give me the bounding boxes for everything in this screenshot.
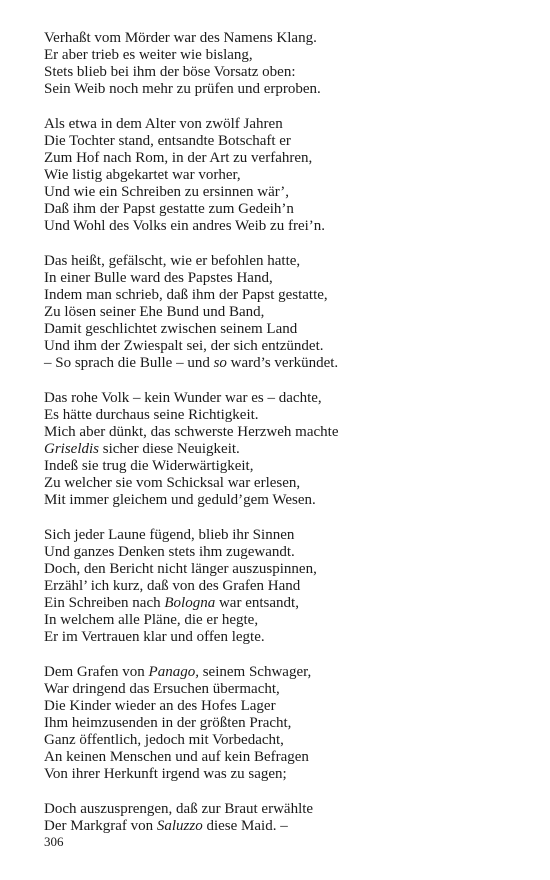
verse-line: [44, 338, 524, 355]
line-text: Ganz öffentlich, jedoch mit Vorbedacht,: [44, 732, 284, 748]
line-text: Er im Vertrauen klar und offen legte.: [44, 629, 265, 645]
stanza: [44, 30, 524, 98]
line-text: Zu welcher sie vom Schicksal war erlesen,: [44, 475, 301, 491]
stanza: [44, 664, 524, 783]
verse-line: [44, 715, 524, 732]
verse-line: [44, 749, 524, 766]
verse-line: [44, 595, 524, 612]
verse-line: [44, 424, 524, 441]
line-text: Als etwa in dem Alter von zwölf Jahren: [44, 116, 283, 132]
line-text: diese Maid. –: [202, 818, 288, 834]
line-text: Ihm heimzusenden in der größten Pracht,: [44, 715, 292, 731]
line-text: Stets blieb bei ihm der böse Vorsatz oben:: [44, 64, 296, 80]
line-text: Der Markgraf von: [44, 818, 157, 834]
verse-line: [44, 458, 524, 475]
verse-line: [44, 270, 524, 287]
verse-line: [44, 355, 524, 372]
stanza: [44, 253, 524, 372]
verse-line: [44, 561, 524, 578]
verse-line: [44, 81, 524, 98]
line-text: Ein Schreiben nach: [44, 595, 165, 611]
verse-line: [44, 629, 524, 646]
verse-line: [44, 475, 524, 492]
verse-line: [44, 47, 524, 64]
line-text: seinem Schwager,: [198, 664, 312, 680]
verse-line: [44, 801, 524, 818]
verse-line: [44, 150, 524, 167]
line-text: In einer Bulle ward des Papstes Hand,: [44, 270, 273, 286]
italic-name: Bologna: [164, 595, 216, 611]
line-text: Er aber trieb es weiter wie bislang,: [44, 47, 253, 63]
verse-line: [44, 201, 524, 218]
line-text: Mich aber dünkt, das schwerste Herzweh machte: [44, 424, 339, 440]
verse-line: [44, 116, 524, 133]
verse-line: [44, 544, 524, 561]
verse-line: [44, 698, 524, 715]
verse-line: [44, 441, 524, 458]
line-text: Das heißt, gefälscht, wie er befohlen hatte,: [44, 253, 301, 269]
line-text: Dem Grafen von: [44, 664, 149, 680]
line-text: Und ganzes Denken stets ihm zugewandt.: [44, 544, 295, 560]
line-text: Die Kinder wieder an des Hofes Lager: [44, 698, 276, 714]
page-number: 306: [44, 834, 64, 849]
line-text: Zum Hof nach Rom, in der Art zu verfahren,: [44, 150, 313, 166]
line-text: Die Tochter stand, entsandte Botschaft er: [44, 133, 291, 149]
line-text: Damit geschlichtet zwischen seinem Land: [44, 321, 298, 337]
stanza: [44, 390, 524, 509]
verse-line: [44, 818, 524, 835]
line-text: Und ihm der Zwiespalt sei, der sich entzündet.: [44, 338, 324, 354]
stanza: [44, 116, 524, 235]
verse-line: [44, 287, 524, 304]
stanza: [44, 801, 524, 835]
poem-text: [44, 30, 524, 853]
line-text: sicher diese Neuigkeit.: [99, 441, 240, 457]
verse-line: [44, 184, 524, 201]
line-text: Verhaßt vom Mörder war des Namens Klang.: [44, 30, 317, 46]
line-text: Und wie ein Schreiben zu ersinnen wär’,: [44, 184, 290, 200]
line-text: Sich jeder Laune fügend, blieb ihr Sinnen: [44, 527, 295, 543]
line-text: War dringend das Ersuchen übermacht,: [44, 681, 280, 697]
verse-line: [44, 732, 524, 749]
italic-name: so: [213, 355, 227, 371]
verse-line: [44, 664, 524, 681]
line-text: Das rohe Volk – kein Wunder war es – dachte,: [44, 390, 322, 406]
line-text: Indeß sie trug die Widerwärtigkeit,: [44, 458, 254, 474]
verse-line: [44, 321, 524, 338]
line-text: Indem man schrieb, daß ihm der Papst gestatte,: [44, 287, 328, 303]
italic-name: Saluzzo: [156, 818, 203, 834]
line-text: Und Wohl des Volks ein andres Weib zu frei’n.: [44, 218, 326, 234]
line-text: Von ihrer Herkunft irgend was zu sagen;: [44, 766, 287, 782]
verse-line: [44, 527, 524, 544]
verse-line: [44, 578, 524, 595]
line-text: In welchem alle Pläne, die er hegte,: [44, 612, 259, 628]
line-text: Erzähl’ ich kurz, daß von des Grafen Hand: [44, 578, 301, 594]
italic-name: Griseldis: [44, 441, 100, 457]
line-text: An keinen Menschen und auf kein Befragen: [44, 749, 309, 765]
verse-line: [44, 492, 524, 509]
verse-line: [44, 407, 524, 424]
line-text: Sein Weib noch mehr zu prüfen und erproben.: [44, 81, 321, 97]
line-text: Doch, den Bericht nicht länger auszuspinnen,: [44, 561, 317, 577]
verse-line: [44, 64, 524, 81]
verse-line: [44, 30, 524, 47]
verse-line: [44, 766, 524, 783]
line-text: Mit immer gleichem und geduld’gem Wesen.: [44, 492, 316, 508]
verse-line: [44, 390, 524, 407]
line-text: Doch auszusprengen, daß zur Braut erwählte: [44, 801, 314, 817]
verse-line: [44, 681, 524, 698]
stanza: [44, 527, 524, 646]
verse-line: [44, 218, 524, 235]
verse-line: [44, 167, 524, 184]
italic-name: Panago,: [148, 664, 199, 680]
line-text: Wie listig abgekartet war vorher,: [44, 167, 241, 183]
verse-line: [44, 133, 524, 150]
line-text: ward’s verkündet.: [226, 355, 339, 371]
verse-line: [44, 612, 524, 629]
line-text: Zu lösen seiner Ehe Bund und Band,: [44, 304, 265, 320]
line-text: – So sprach die Bulle – und: [44, 355, 214, 371]
line-text: Es hätte durchaus seine Richtigkeit.: [44, 407, 259, 423]
verse-line: [44, 304, 524, 321]
line-text: war entsandt,: [215, 595, 299, 611]
verse-line: [44, 253, 524, 270]
line-text: Daß ihm der Papst gestatte zum Gedeih’n: [44, 201, 294, 217]
